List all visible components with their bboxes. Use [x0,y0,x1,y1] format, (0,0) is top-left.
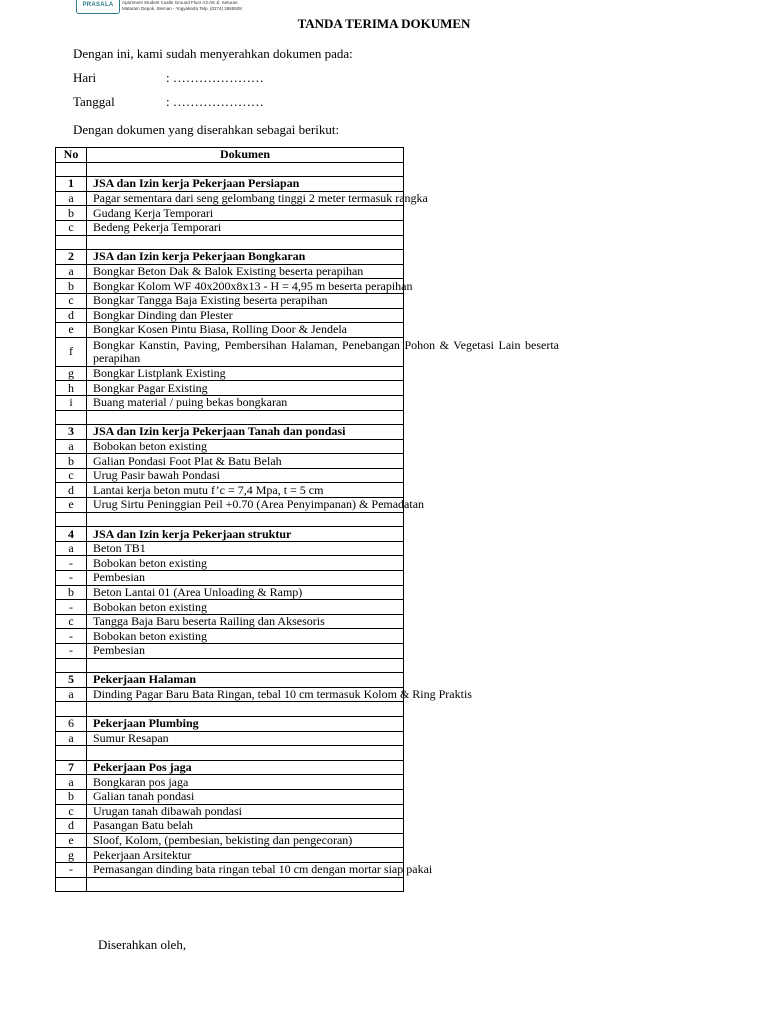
table-row [56,177,404,192]
table-row [56,629,404,644]
table-row [56,366,404,381]
table-row [56,220,404,235]
row-document: Bongkar Kosen Pintu Biasa, Rolling Door & Jendela [87,323,404,338]
row-document: Bedeng Pekerja Temporari [87,220,404,235]
row-document: Beton Lantai 01 (Area Unloading & Ramp) [87,585,404,600]
field-label: Tanggal [73,94,115,109]
row-number: - [56,644,87,659]
row-number: - [56,862,87,877]
table-row [56,395,404,410]
address-line-1: Apartment Student Castle Ground Floor A3-A5 Jl. Seturan [122,0,238,5]
header-dokumen: Dokumen [87,148,404,163]
row-number: a [56,541,87,556]
row-number: c [56,220,87,235]
row-document: Pembesian [87,644,404,659]
row-document: JSA dan Izin kerja Pekerjaan struktur [87,527,404,542]
table-row [56,235,404,250]
row-document: Bongkar Dinding dan Plester [87,308,404,323]
row-document: Pembesian [87,571,404,586]
row-number [56,702,87,717]
row-number: 5 [56,673,87,688]
row-number: 6 [56,716,87,731]
table-row [56,279,404,294]
row-number: a [56,775,87,790]
table-row [56,337,404,366]
row-number: 7 [56,760,87,775]
row-document [87,512,404,527]
table-row [56,862,404,877]
row-number: 4 [56,527,87,542]
row-document: JSA dan Izin kerja Pekerjaan Persiapan [87,177,404,192]
field-value: : ………………… [166,94,264,109]
intro-text-2: Dengan dokumen yang diserahkan sebagai berikut: [73,122,340,137]
row-number: a [56,731,87,746]
row-number: 1 [56,177,87,192]
row-document: Pekerjaan Arsitektur [87,848,404,863]
table-row [56,483,404,498]
table-row [56,308,404,323]
row-number: a [56,687,87,702]
row-number: g [56,366,87,381]
table-row [56,746,404,761]
field-label: Hari [73,70,97,85]
row-number: a [56,439,87,454]
row-document: Tangga Baja Baru beserta Railing dan Aksesoris [87,614,404,629]
table-row [56,775,404,790]
row-document: Urug Pasir bawah Pondasi [87,468,404,483]
table-row [56,425,404,440]
row-document: Gudang Kerja Temporari [87,206,404,221]
row-number: e [56,498,87,513]
row-number: f [56,337,87,366]
row-document [87,410,404,425]
table-row [56,614,404,629]
row-document: Bongkar Listplank Existing [87,366,404,381]
row-document: Bongkaran pos jaga [87,775,404,790]
table-row [56,600,404,615]
table-row [56,541,404,556]
table-row [56,264,404,279]
table-row [56,804,404,819]
row-document: Pekerjaan Plumbing [87,716,404,731]
intro-text: Dengan ini, kami sudah menyerahkan dokumen pada: [73,46,353,61]
table-row [56,731,404,746]
footer-handover: Diserahkan oleh, [98,937,187,952]
row-number: d [56,483,87,498]
row-number: a [56,191,87,206]
field-tanggal [73,94,264,110]
row-number: g [56,848,87,863]
table-row [56,468,404,483]
table-row [56,498,404,513]
table-row [56,819,404,834]
row-document [87,746,404,761]
row-document: Urugan tanah dibawah pondasi [87,804,404,819]
row-document: Pagar sementara dari seng gelombang tinggi 2 meter termasuk rangka [87,191,404,206]
row-document: Galian tanah pondasi [87,789,404,804]
row-number: i [56,395,87,410]
row-document: Bobokan beton existing [87,439,404,454]
row-document: Bongkar Tangga Baja Existing beserta perapihan [87,293,404,308]
row-document: Bobokan beton existing [87,556,404,571]
table-row [56,162,404,177]
row-number [56,410,87,425]
row-document: Pekerjaan Halaman [87,673,404,688]
table-header-row [56,148,404,163]
row-number: b [56,206,87,221]
row-document [87,702,404,717]
row-number: - [56,556,87,571]
row-document: Dinding Pagar Baru Bata Ringan, tebal 10 cm termasuk Kolom & Ring Praktis [87,687,404,702]
row-number: c [56,804,87,819]
row-document: Pemasangan dinding bata ringan tebal 10 cm dengan mortar siap pakai [87,862,404,877]
row-document-text: Bongkar Kanstin, Paving, Pembersihan Halaman, Penebangan Pohon & Vegetasi Lain beserta perapihan [93,337,559,365]
row-document [87,658,404,673]
row-number: d [56,308,87,323]
row-document: JSA dan Izin kerja Pekerjaan Bongkaran [87,250,404,265]
table-row [56,323,404,338]
table-row [56,571,404,586]
row-number: 3 [56,425,87,440]
table-row [56,585,404,600]
table-row [56,848,404,863]
row-document: Bongkar Kolom WF 40x200x8x13 - H = 4,95 m beserta perapihan [87,279,404,294]
row-document [87,877,404,892]
table-row [56,527,404,542]
field-hari [73,70,264,86]
row-number: - [56,629,87,644]
row-document: Sloof, Kolom, (pembesian, bekisting dan pengecoran) [87,833,404,848]
row-number [56,746,87,761]
row-number: e [56,323,87,338]
table-row [56,512,404,527]
row-number: c [56,614,87,629]
row-number [56,512,87,527]
table-row [56,658,404,673]
row-document: Buang material / puing bekas bongkaran [87,395,404,410]
table-row [56,439,404,454]
row-number: - [56,571,87,586]
row-document [87,337,559,366]
row-number: e [56,833,87,848]
table-row [56,673,404,688]
table-row [56,556,404,571]
row-number: b [56,585,87,600]
row-document: Galian Pondasi Foot Plat & Batu Belah [87,454,404,469]
row-number [56,235,87,250]
row-document: Pasangan Batu belah [87,819,404,834]
table-row [56,381,404,396]
table-row [56,410,404,425]
table-row [56,833,404,848]
document-table [55,147,559,892]
row-number [56,658,87,673]
table-row [56,760,404,775]
row-document: Bobokan beton existing [87,629,404,644]
table-row [56,716,404,731]
field-value: : ………………… [166,70,264,85]
row-document: Lantai kerja beton mutu f’c = 7,4 Mpa, t = 5 cm [87,483,404,498]
row-number [56,877,87,892]
address-line-2: Mataram Depok, Sleman - Yogyakarta Telp. (0274) 2865508 [122,6,242,11]
table-row [56,206,404,221]
table-row [56,191,404,206]
row-number: c [56,468,87,483]
row-number: d [56,819,87,834]
row-number: c [56,293,87,308]
table-row [56,687,404,702]
row-document: Bongkar Beton Dak & Balok Existing beserta perapihan [87,264,404,279]
table-row [56,454,404,469]
row-document: JSA dan Izin kerja Pekerjaan Tanah dan pondasi [87,425,404,440]
row-document: Bongkar Pagar Existing [87,381,404,396]
row-number [56,162,87,177]
row-document: Pekerjaan Pos jaga [87,760,404,775]
company-logo: PRASALA [76,0,120,14]
row-document: Bobokan beton existing [87,600,404,615]
row-number: b [56,454,87,469]
row-number: h [56,381,87,396]
row-number: 2 [56,250,87,265]
row-document: Sumur Resapan [87,731,404,746]
table-row [56,877,404,892]
row-document: Urug Sirtu Peninggian Peil +0.70 (Area Penyimpanan) & Pemadatan [87,498,404,513]
table-row [56,702,404,717]
company-address [122,0,302,12]
table-row [56,644,404,659]
table-row [56,789,404,804]
row-number: a [56,264,87,279]
header-no: No [56,148,87,163]
document-title: TANDA TERIMA DOKUMEN [297,16,471,31]
row-number: b [56,279,87,294]
table-row [56,293,404,308]
row-document [87,162,404,177]
row-number: - [56,600,87,615]
row-document: Beton TB1 [87,541,404,556]
row-document [87,235,404,250]
table-row [56,250,404,265]
row-number: b [56,789,87,804]
